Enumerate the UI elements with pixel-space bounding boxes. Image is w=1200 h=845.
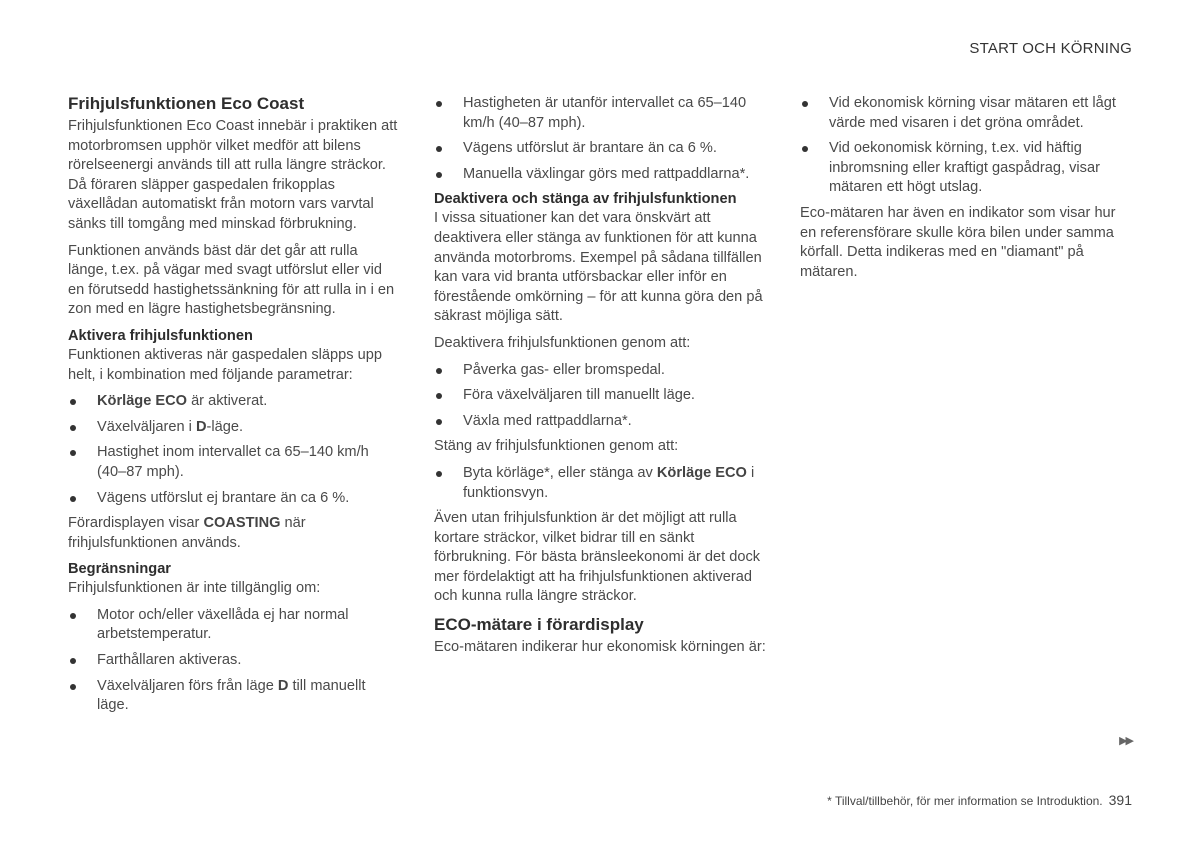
eco-meter-list: [800, 94, 1132, 198]
list-item: Hastigheten är utanför intervallet ca 65–140 km/h (40–87 mph).: [434, 94, 770, 133]
section-title-eco-meter: ECO-mätare i förardisplay: [434, 615, 644, 635]
list-item: Vid ekonomisk körning visar mätaren ett lågt värde med visaren i det gröna området.: [800, 94, 1132, 133]
keyword: D: [277, 677, 289, 694]
list-item-text: Växelväljaren förs från läge: [97, 677, 278, 694]
section-title-eco-coast: Frihjulsfunktionen Eco Coast: [68, 94, 305, 113]
list-item-text: Byta körläge*, eller stänga av: [463, 464, 657, 481]
list-item-text: till manuellt läge.: [97, 677, 366, 714]
paragraph: Stäng av frihjulsfunktionen genom att:: [434, 438, 679, 455]
list-item: Vid oekonomisk körning, t.ex. vid häftig inbromsning eller kraftigt gaspådrag, visar mätaren ett högt utslag.: [800, 139, 1132, 198]
paragraph: Funktionen används bäst där det går att rulla länge, t.ex. på vägar med svagt utförslut eller vid en förutsedd hastighetssänkning för att rulla in i en zon med en lägre hastighetsbegränsning.: [68, 242, 395, 318]
subheading-activate: Aktivera frihjulsfunktionen: [68, 327, 253, 344]
list-item: Föra växelväljaren till manuellt läge.: [434, 386, 770, 406]
turn-off-list: [434, 464, 770, 503]
keyword: D: [195, 418, 207, 435]
footnote: * Tillval/tillbehör, för mer information se Introduktion.: [827, 794, 1103, 808]
paragraph: Eco-mätaren har även en indikator som visar hur en referensförare skulle köra bilen under samma körfall. Detta indikeras med en "diamant" på mätaren.: [800, 204, 1116, 280]
paragraph: Även utan frihjulsfunktion är det möjligt att rulla kortare sträckor, vilket bidrar till en sänkt förbrukning. För bästa bränsleekonomi är det dock mer fördelaktigt att ha frihjulsfunktionen aktiverad och kunna rulla längre sträckor.: [434, 510, 761, 605]
page-header-title: START OCH KÖRNING: [969, 40, 1132, 57]
paragraph: [68, 514, 400, 553]
paragraph: Frihjulsfunktionen Eco Coast innebär i praktiken att motorbromsen upphör vilket medför att bilens rörelseenergi används till att rulla längre sträckor. Då föraren släpper gaspedalen frikopplas växellådan automatiskt från motorn vars varvtal sänks till tomgång med minskad förbrukning.: [68, 118, 398, 232]
list-item: Farthållaren aktiveras.: [68, 651, 400, 671]
column-3: [800, 94, 1132, 289]
list-item: [68, 677, 400, 716]
paragraph: Frihjulsfunktionen är inte tillgänglig om:: [68, 580, 321, 597]
limits-list-continued: [434, 94, 770, 184]
list-item: [68, 392, 400, 412]
keyword: Körläge ECO: [656, 464, 747, 481]
list-item: [68, 418, 400, 438]
paragraph: I vissa situationer kan det vara önskvärt att deaktivera eller stänga av funktionen för att kunna använda motorbroms. Exempel på sådana tillfällen kan vara vid branta utförsbackar eller inför en förestående omkörning – för att kunna göra den på säkrast möjliga sätt.: [434, 210, 763, 325]
paragraph: Eco-mätaren indikerar hur ekonomisk körningen är:: [434, 639, 766, 656]
subheading-limits: Begränsningar: [68, 561, 171, 578]
footer: [827, 792, 1132, 808]
keyword: COASTING: [203, 515, 281, 532]
activate-conditions-list: [68, 392, 400, 508]
text: när frihjulsfunktionen används.: [68, 515, 306, 551]
page-number: 391: [1108, 792, 1132, 808]
list-item: Växla med rattpaddlarna*.: [434, 412, 770, 432]
list-item: Manuella växlingar görs med rattpaddlarna*.: [434, 165, 770, 185]
continue-arrow-icon: ▶▶: [1119, 735, 1132, 747]
list-item: Motor och/eller växellåda ej har normal arbetstemperatur.: [68, 606, 400, 645]
list-item-text: är aktiverat.: [187, 393, 268, 410]
list-item: Vägens utförslut ej brantare än ca 6 %.: [68, 489, 400, 509]
column-2: [434, 94, 770, 665]
column-1: [68, 93, 400, 722]
text: Förardisplayen visar: [68, 515, 204, 532]
subheading-deactivate: Deaktivera och stänga av frihjulsfunktionen: [434, 191, 737, 208]
list-item-text: Växelväljaren i: [97, 418, 196, 435]
keyword: Körläge ECO: [97, 393, 188, 410]
list-item: Hastighet inom intervallet ca 65–140 km/h (40–87 mph).: [68, 443, 400, 482]
list-item: [434, 464, 770, 503]
list-item: Påverka gas- eller bromspedal.: [434, 361, 770, 381]
list-item: Vägens utförslut är brantare än ca 6 %.: [434, 139, 770, 159]
paragraph: Deaktivera frihjulsfunktionen genom att:: [434, 334, 691, 351]
deactivate-list: [434, 361, 770, 432]
list-item-text: i funktionsvyn.: [463, 464, 755, 501]
paragraph: Funktionen aktiveras när gaspedalen släpps upp helt, i kombination med följande parametrar:: [68, 346, 382, 383]
limits-list: [68, 606, 400, 716]
list-item-text: -läge.: [206, 418, 244, 435]
